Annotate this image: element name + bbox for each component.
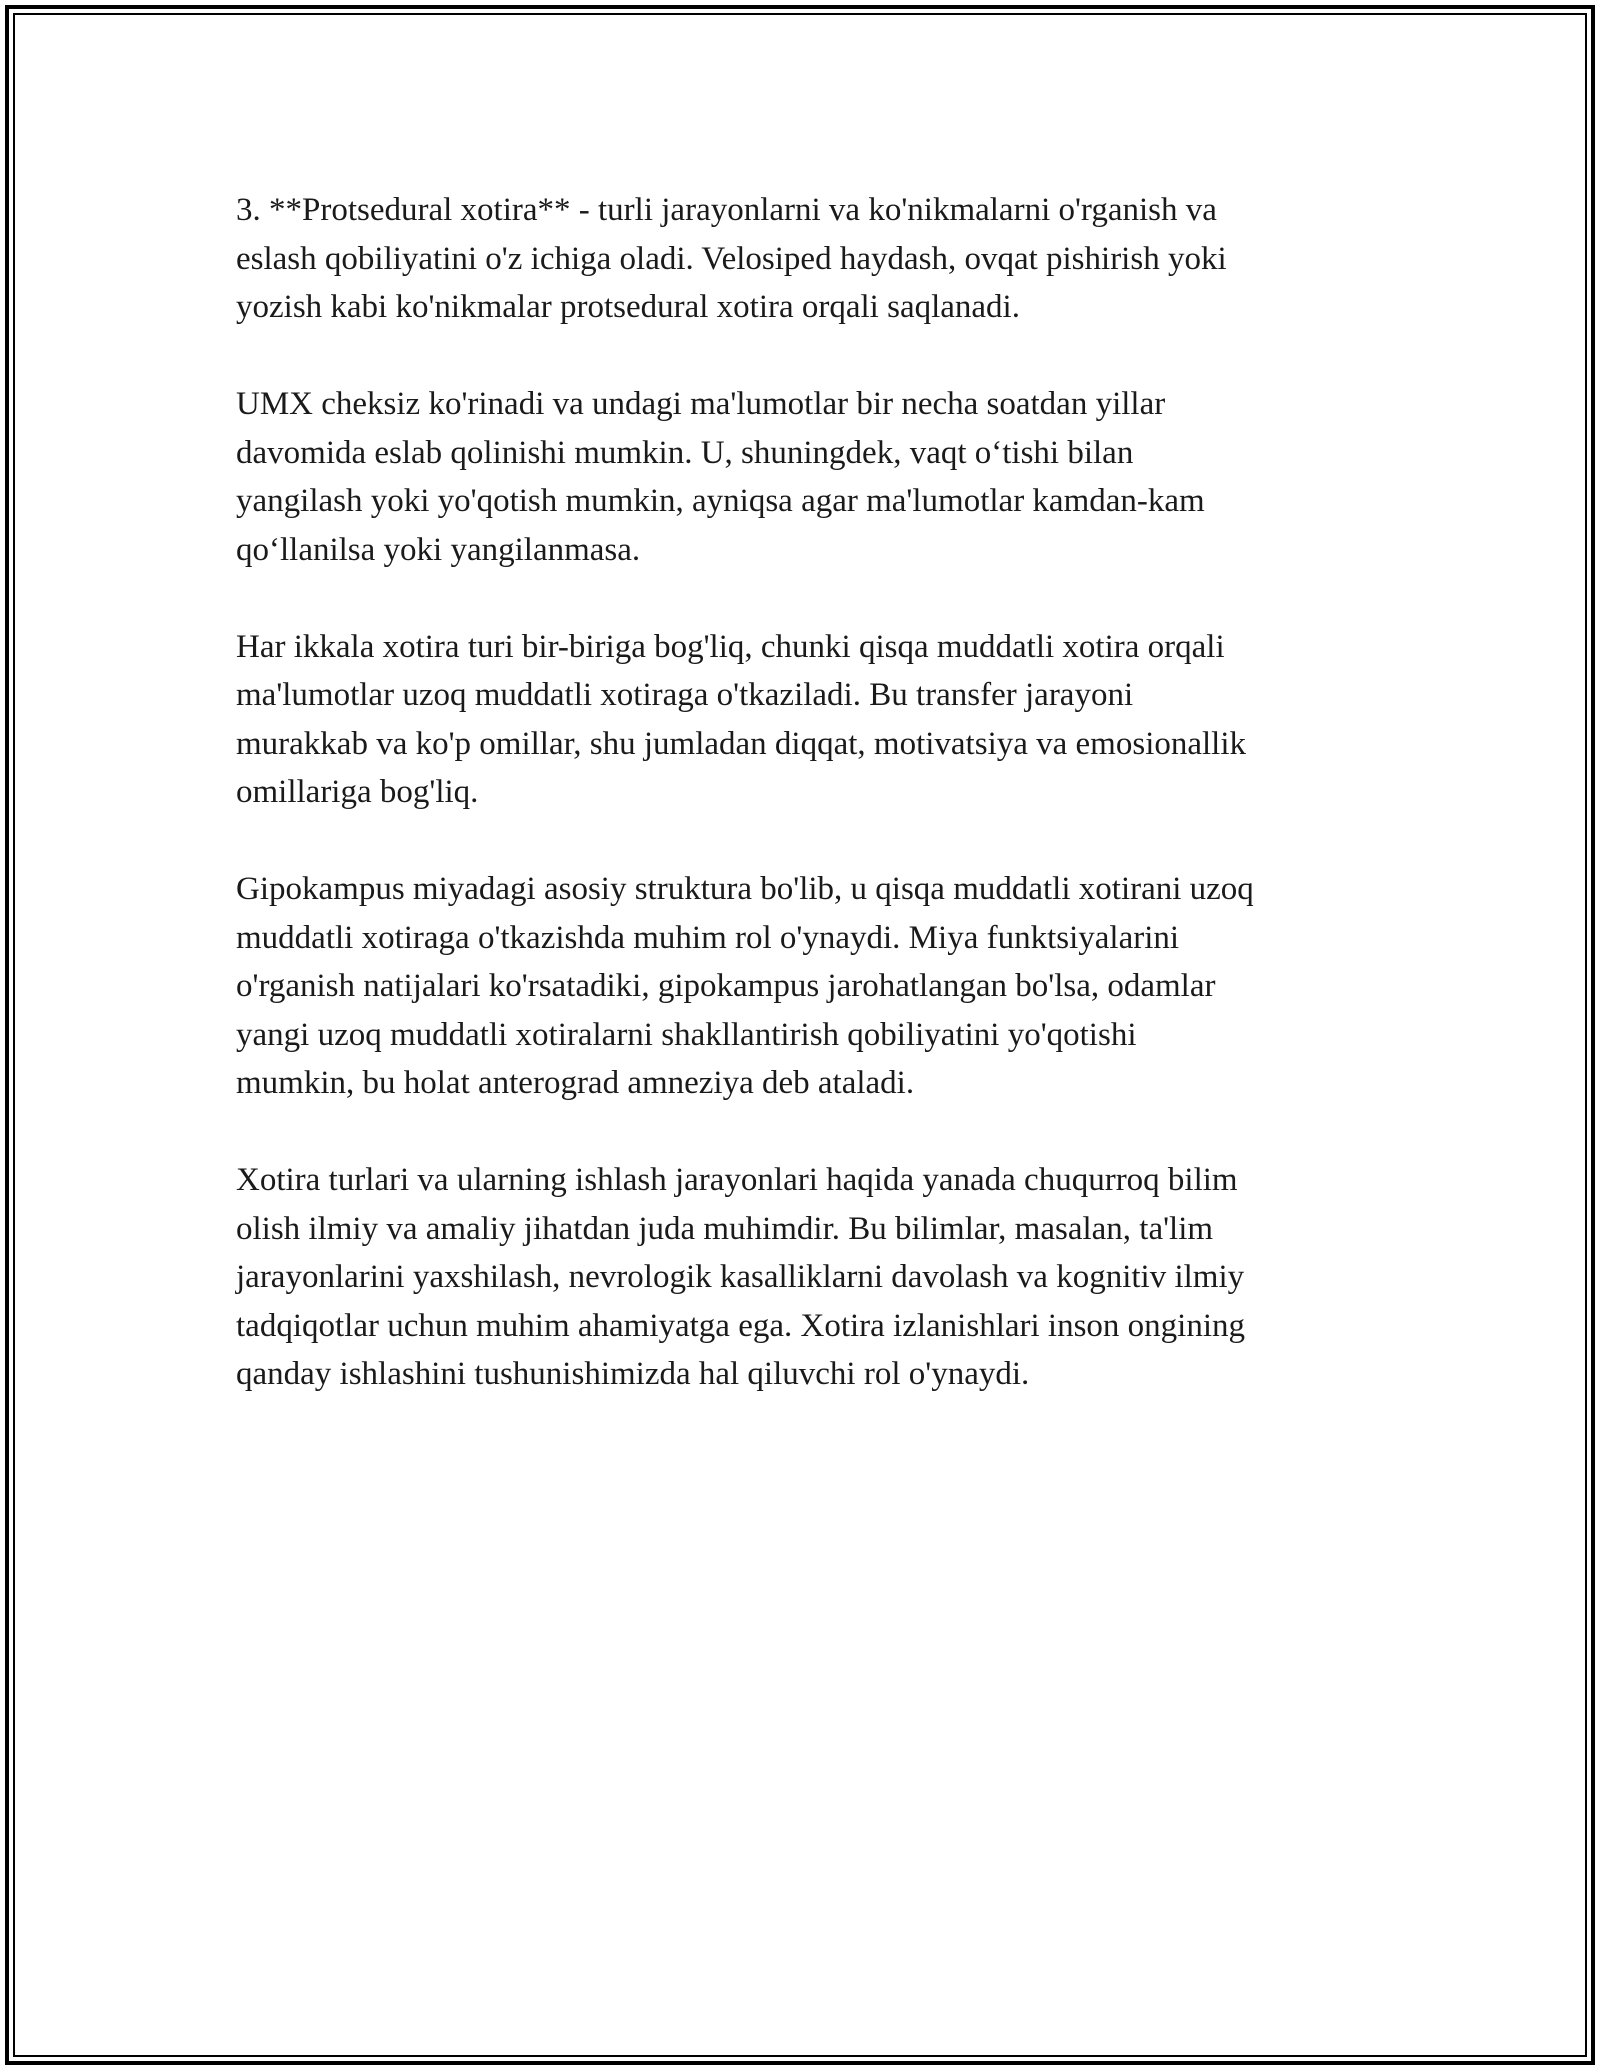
document-body — [236, 186, 1376, 1447]
text-line: omillariga bog'liq. — [236, 774, 479, 810]
text-line: muddatli xotiraga o'tkazishda muhim rol o'ynaydi. Miya funktsiyalarini — [236, 919, 1180, 956]
text-line: yangi uzoq muddatli xotiralarni shakllantirish qobiliyatini yo'qotishi — [236, 1016, 1137, 1053]
paragraph-memory-research — [236, 1156, 1376, 1399]
text-line: tadqiqotlar uchun muhim ahamiyatga ega. Xotira izlanishlari inson ongining — [236, 1307, 1246, 1344]
text-line: UMX cheksiz ko'rinadi va undagi ma'lumotlar bir necha soatdan yillar — [236, 386, 1166, 422]
text-line: yozish kabi ko'nikmalar protsedural xotira orqali saqlanadi. — [236, 289, 1020, 325]
text-line: o'rganish natijalari ko'rsatadiki, gipokampus jarohatlangan bo'lsa, odamlar — [236, 968, 1216, 1004]
text-line: yangilash yoki yo'qotish mumkin, ayniqsa agar ma'lumotlar kamdan-kam — [236, 483, 1205, 519]
text-line: Har ikkala xotira turi bir-biriga bog'liq, chunki qisqa muddatli xotira orqali — [236, 628, 1225, 665]
text-line: qo‘llanilsa yoki yangilanmasa. — [236, 531, 641, 568]
text-line: murakkab va ko'p omillar, shu jumladan diqqat, motivatsiya va emosionallik — [236, 725, 1247, 762]
text-line: Gipokampus miyadagi asosiy struktura bo'lib, u qisqa muddatli xotirani uzoq — [236, 871, 1254, 907]
paragraph-memory-transfer — [236, 623, 1376, 817]
text-line: 3. **Protsedural xotira** - turli jarayonlarni va ko'nikmalarni o'rganish va — [236, 192, 1217, 228]
text-line: mumkin, bu holat anterograd amneziya deb ataladi. — [236, 1065, 915, 1101]
text-line: jarayonlarini yaxshilash, nevrologik kasalliklarni davolash va kognitiv ilmiy — [236, 1259, 1245, 1295]
text-line: qanday ishlashini tushunishimizda hal qiluvchi rol o'ynaydi. — [236, 1356, 1030, 1392]
text-line: ma'lumotlar uzoq muddatli xotiraga o'tkaziladi. Bu transfer jarayoni — [236, 677, 1134, 713]
text-line: davomida eslab qolinishi mumkin. U, shuningdek, vaqt o‘tishi bilan — [236, 434, 1134, 471]
paragraph-long-term-memory — [236, 380, 1376, 574]
paragraph-hippocampus — [236, 865, 1376, 1108]
text-line: olish ilmiy va amaliy jihatdan juda muhimdir. Bu bilimlar, masalan, ta'lim — [236, 1210, 1214, 1247]
paragraph-procedural-memory — [236, 186, 1376, 332]
text-line: Xotira turlari va ularning ishlash jarayonlari haqida yanada chuqurroq bilim — [236, 1162, 1238, 1198]
text-line: eslash qobiliyatini o'z ichiga oladi. Velosiped haydash, ovqat pishirish yoki — [236, 240, 1227, 277]
